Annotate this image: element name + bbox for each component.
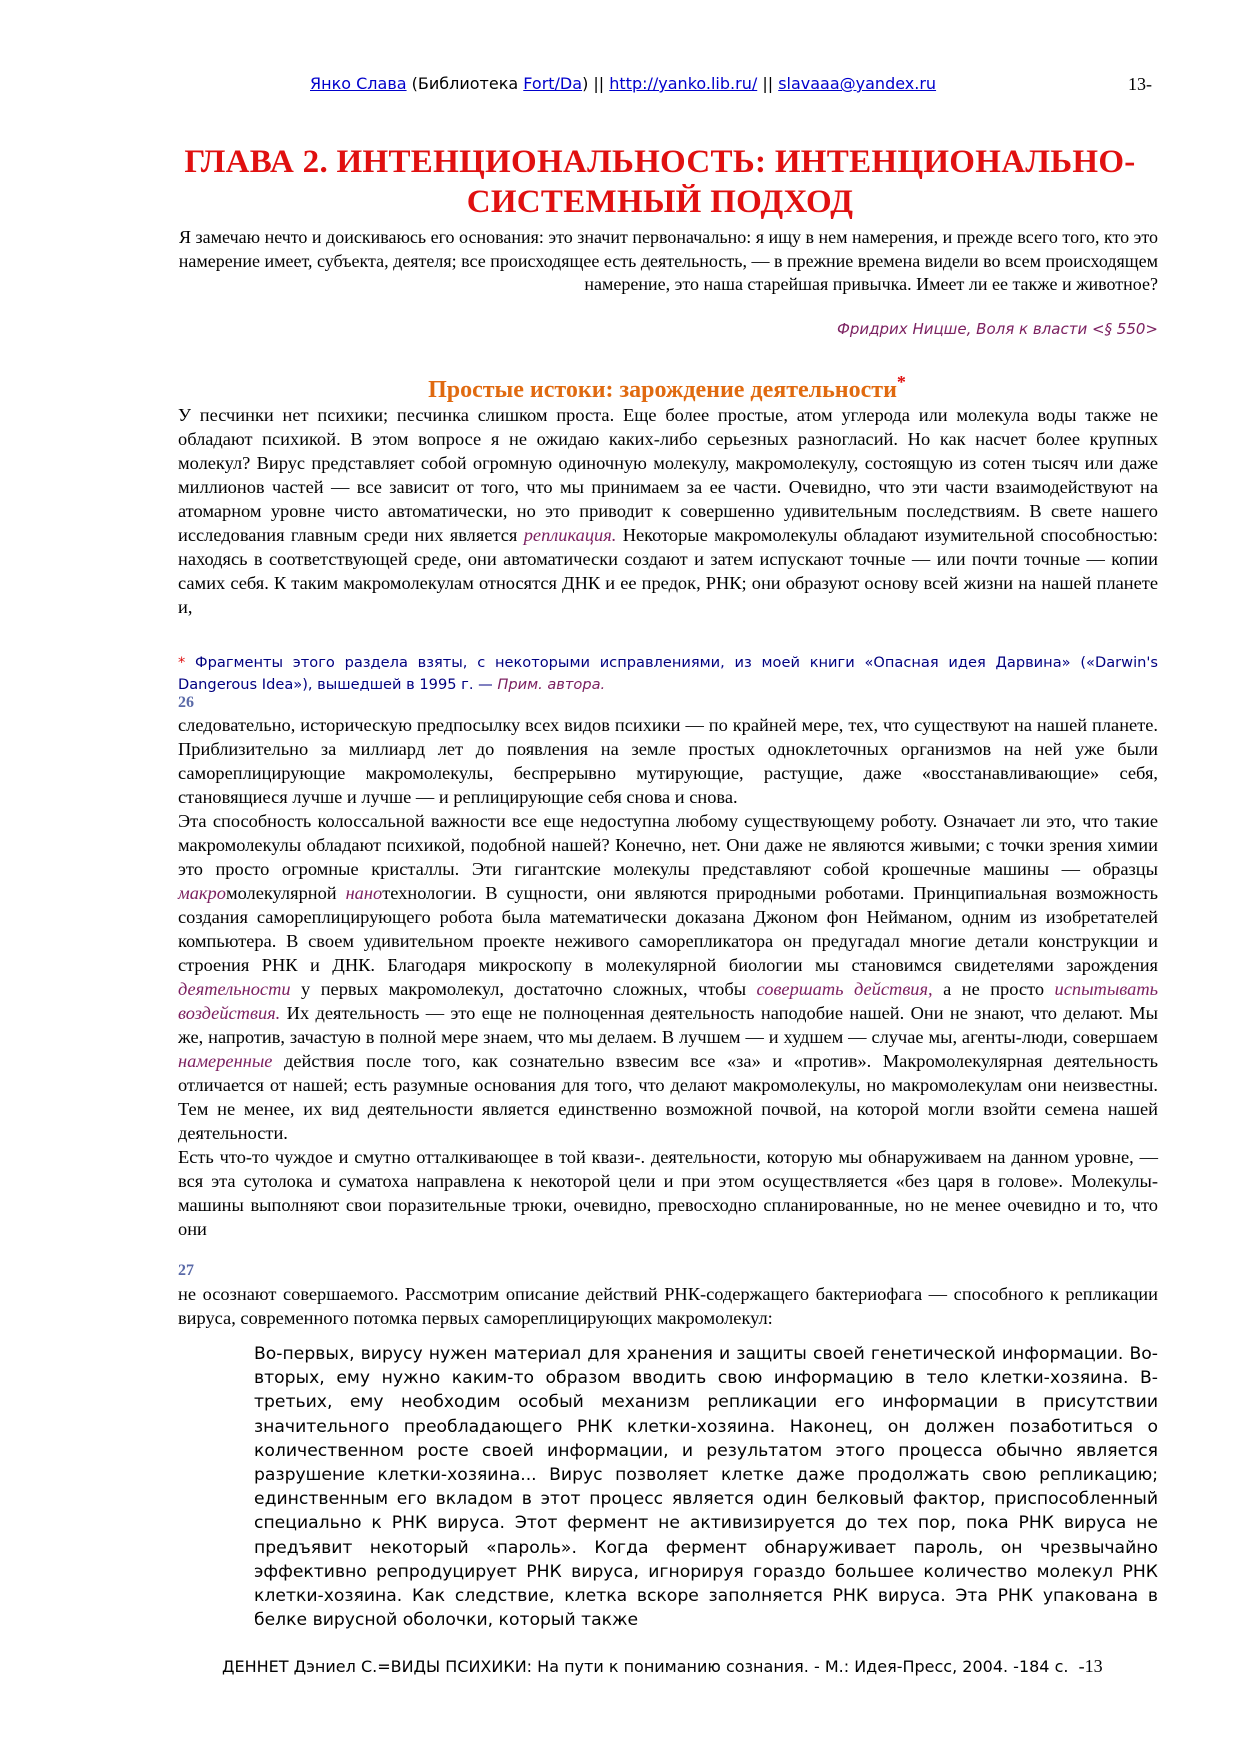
emphasis: макро [178, 883, 226, 903]
paragraph [178, 809, 1158, 1145]
text-run: У песчинки нет психики; песчинка слишком проста. Еще более простые, атом углерода или молекула воды также не обладают психикой. В этом вопросе я не ожидаю каких-либо серьезных разногласий. Но как насчет более крупных молекул? Вирус представляет собой огромную одиночную молекулу, макромолекулу, состоящую из сотен тысяч или даже миллионов частей — все зависит от того, что мы принимаем за ее части. Очевидно, что эти части взаимодействуют на атомарном уровне чисто автоматически, но это приводит к совершенно удивительным последствиям. В свете нашего исследования главным среди них является [178, 405, 1158, 545]
text-run: а не просто [932, 979, 1055, 999]
site-url-link[interactable]: http://yanko.lib.ru/ [609, 74, 758, 93]
footnote-text: Фрагменты этого раздела взяты, с некоторыми исправлениями, из моей книги «Опасная идея Дарвина» («Darwin's Dangerous Idea»), вышедшей в 1995 г. — [178, 654, 1158, 693]
text-run: молекулярной [225, 883, 346, 903]
library-prefix: (Библиотека [406, 74, 524, 93]
chapter-title: ГЛАВА 2. ИНТЕНЦИОНАЛЬНОСТЬ: ИНТЕНЦИОНАЛЬНО-СИСТЕМНЫЙ ПОДХОД [184, 144, 1136, 220]
text-run: Их деятельность — это еще не полноценная деятельность наподобие нашей. Они не знают, что делают. Мы же, напротив, зачастую в полной мере знаем, что мы делаем. В лучшем — и худшем — случае мы, агенты-люди, совершаем [178, 1003, 1158, 1047]
footnote [178, 652, 1158, 696]
emphasis: испытывать воздействия. [178, 979, 1158, 1023]
footnote-star: * [178, 654, 186, 671]
text-run: технологии. В сущности, они являются природными роботами. Принципиальная возможность создания самореплицирующего робота была математически доказана Джоном фон Нейманом, одним из изобретателей компьютера. В своем удивительном проекте неживого саморепликатора он предугадал многие детали конструкции и строения РНК и ДНК. Благодаря микроскопу в молекулярной биологии мы становимся свидетелями зарождения [178, 883, 1158, 975]
header-page-number: 13- [1128, 74, 1152, 94]
header-separator: || [588, 74, 610, 93]
footer-citation: ДЕННЕТ Дэниел С.=ВИДЫ ПСИХИКИ: На пути к пониманию сознания. - М.: Идея-Пресс, 2004. -184 с. [222, 1657, 1069, 1676]
block-quote: Во-первых, вирусу нужен материал для хранения и защиты своей генетической информации. Во-вторых, ему нужно каким-то образом вводить свою информацию в тело клетки-хозяина. В-третьих, ему необходим особый механизм репликации его информации в присутствии значительного преобладающего РНК клетки-хозяина. Наконец, он должен позаботиться о количественном росте своей информации, и результатом этого процесса обычно является разрушение клетки-хозяина... Вирус позволяет клетке даже продолжать свою репликацию; единственным его вкладом в этот процесс является один белковый фактор, приспособленный специально к РНК вируса. Этот фермент не активизируется до тех пор, пока РНК вируса не предъявит некоторый «пароль». Когда фермент обнаруживает пароль, он чрезвычайно эффективно репродуцирует РНК вируса, игнорируя гораздо большее количество молекул РНК клетки-хозяина. Как следствие, клетка вскоре заполняется РНК вируса. Эта РНК упакована в белке вирусной оболочки, который также [254, 1344, 1158, 1631]
text-run: у первых макромолекул, достаточно сложных, чтобы [290, 979, 757, 999]
emphasis: нано [345, 883, 383, 903]
header-links [310, 74, 936, 93]
footnote-marker[interactable]: * [896, 372, 906, 392]
page-marker: 26 [178, 694, 194, 711]
header-separator: || [757, 74, 779, 93]
emphasis: совершать действия, [756, 979, 933, 999]
body-block-1 [178, 403, 1158, 619]
page-marker: 27 [178, 1262, 194, 1279]
text-run: Некоторые макромолекулы обладают изумительной способностью: находясь в соответствующей среде, они автоматически создают и затем испускают точные — или почти точные — копии самих себя. К таким макромолекулам относятся ДНК и ее предок, РНК; они образуют основу всей жизни на нашей планете и, [178, 525, 1158, 617]
paragraph: не осознают совершаемого. Рассмотрим описание действий РНК-содержащего бактериофага — способного к репликации вируса, современного потомка первых самореплицирующих макромолекул: [178, 1284, 1158, 1328]
library-suffix: ) [582, 74, 589, 93]
emphasis: намеренные [178, 1051, 273, 1071]
paragraph: Есть что-то чуждое и смутно отталкивающее в той квази-. деятельности, которую мы обнаруживаем на данном уровне, — вся эта сутолока и суматоха направлена к некоторой цели и при этом осуществляется «без царя в голове». Молекулы-машины выполняют свои поразительные трюки, очевидно, превосходно спланированные, но не менее очевидно и то, что они [178, 1147, 1158, 1239]
section-title-text: Простые истоки: зарождение деятельности [428, 377, 897, 403]
footnote-note: Прим. автора. [497, 676, 606, 693]
body-block-2 [178, 713, 1158, 1241]
paragraph [178, 403, 1158, 619]
library-link[interactable]: Fort/Da [523, 74, 583, 93]
section-title [176, 372, 1158, 404]
text-run: Эта способность колоссальной важности все еще недоступна любому существующему роботу. Означает ли это, что такие макромолекулы обладают психикой, подобной нашей? Конечно, нет. Они даже не являются живыми; с точки зрения химии это просто огромные кристаллы. Эти гигантские молекулы представляют собой крошечные машины — образцы [178, 811, 1158, 879]
emphasis: деятельности [178, 979, 291, 999]
epigraph-source: Фридрих Ницше, Воля к власти <§ 550> [836, 320, 1158, 338]
epigraph-text: Я замечаю нечто и доискиваюсь его основания: это значит первоначально: я ищу в нем намерения, и прежде всего того, кто это намерение имеет, субъекта, деятеля; все происходящее есть деятельность, — в прежние времена видели во всем происходящем намерение, это наша старейшая привычка. Имеет ли ее также и животное? [178, 227, 1158, 294]
body-block-3 [178, 1282, 1158, 1330]
email-link[interactable]: slavaaa@yandex.ru [778, 74, 937, 93]
paragraph: следовательно, историческую предпосылку всех видов психики — по крайней мере, тех, что существуют на нашей планете. Приблизительно за миллиард лет до появления на земле простых одноклеточных организмов на ней уже были самореплицирующие макромолекулы, беспрерывно мутирующие, растущие, даже «восстанавливающие» себя, становящиеся лучше и лучше — и реплицирующие себя снова и снова. [178, 715, 1158, 807]
running-footer [222, 1656, 1103, 1677]
footer-page-number: -13 [1078, 1656, 1103, 1676]
author-link[interactable]: Янко Слава [310, 74, 407, 93]
text-run: действия после того, как сознательно взвесим все «за» и «против». Макромолекулярная деятельность отличается от нашей; есть разумные основания для того, что делают макромолекулы, но макромолекулам они неизвестны. Тем не менее, их вид деятельности является единственно возможной почвой, на которой могли взойти семена нашей деятельности. [178, 1051, 1158, 1143]
emphasis: репликация. [523, 525, 617, 545]
